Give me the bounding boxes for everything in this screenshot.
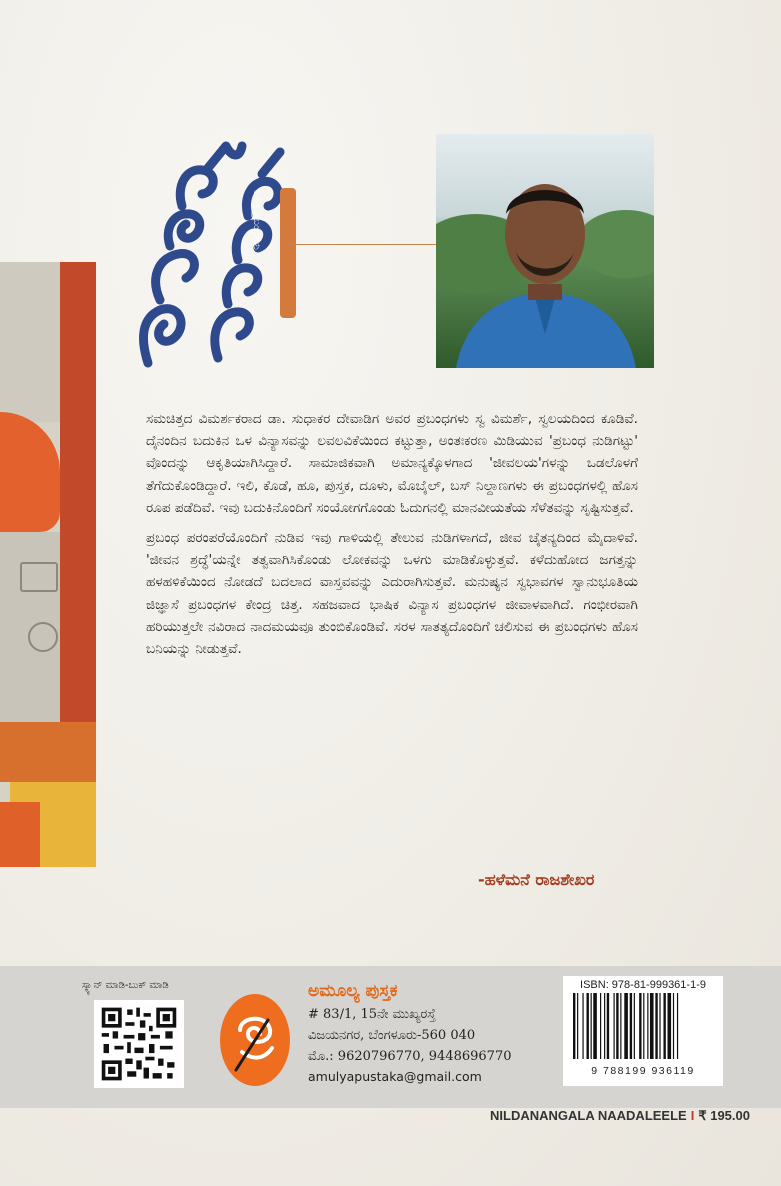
publisher-address-1: # 83/1, 15ನೇ ಮುಖ್ಯರಸ್ತೆ: [308, 1007, 436, 1022]
isbn-digits: 9 788199 936119: [591, 1065, 695, 1077]
publisher-address-2: ವಿಜಯನಗರ, ಬೆಂಗಳೂರು-560 040: [308, 1028, 476, 1043]
author-photo: [436, 134, 654, 368]
barcode-icon: [569, 991, 717, 1061]
flower-sketch-icon: [28, 622, 58, 652]
publisher-phone: ಮೊ.: 9620796770, 9448696770: [308, 1049, 512, 1064]
isbn-barcode: [563, 976, 723, 1086]
blurb-signature: -ಹಳೆಮನೆ ರಾಜಶೇಖರ: [478, 870, 595, 889]
footer-book-title: NILDANANGALA NAADALEELE: [490, 1108, 687, 1123]
back-cover-blurb: [146, 408, 638, 668]
isbn-label: ISBN: 978-81-999361-1-9: [580, 979, 706, 991]
publisher-info: [308, 978, 558, 1087]
publisher-email[interactable]: amulyapustaka@gmail.com: [308, 1069, 482, 1084]
blurb-paragraph: ಸಮಚಿತ್ತದ ವಿಮರ್ಶಕರಾದ ಡಾ. ಸುಧಾಕರ ದೇವಾಡಿಗ ಅವರ ಪ್ರಬಂಧಗಳು ಸ್ವ ವಿಮರ್ಶೆ, ಸ್ವಲಯದಿಂದ ಕೂಡಿವೆ. ದೈನಂದಿನ ಬದುಕಿನ ಒಳ ವಿನ್ಯಾಸವನ್ನು ಲವಲವಿಕೆಯಿಂದ ಕಟ್ಟುತ್ತಾ, ಅಂತಃಕರಣ ಮಿಡಿಯುವ 'ಪ್ರಬಂಧ ನುಡಿಗಟ್ಟು' ವೊಂದನ್ನು ಆಕೃತಿಯಾಗಿಸಿದ್ದಾರೆ. ಸಾಮಾಜಿಕವಾಗಿ ಅಮಾನ್ಯಕ್ಕೊಳಗಾದ 'ಜೀವಲಯ'ಗಳನ್ನು ಒಡಲೊಳಗೆ ತೆಗೆದುಕೊಂಡಿದ್ದಾರೆ. ಇಲಿ, ಕೊಡೆ, ಹೂ, ಪುಸ್ತಕ, ದೂಳು, ಮೊಬೈಲ್, ಬಸ್ ನಿಲ್ದಾಣಗಳು ಈ ಪ್ರಬಂಧಗಳಲ್ಲಿ ಹೊಸ ರೂಪ ಪಡೆದಿವೆ. ಇವು ಬದುಕಿನೊಂದಿಗೆ ಸಂಯೋಗಗೊಂಡು ಓದುಗನಲ್ಲಿ ಮಾನವೀಯತೆಯ ಸೆಳೆತವನ್ನು ಸೃಷ್ಟಿಸುತ್ತವೆ.: [146, 411, 638, 516]
cover-artwork-strip: [0, 262, 96, 867]
qr-code[interactable]: [94, 1000, 184, 1088]
photo-connector-line: [288, 244, 436, 245]
title-lettering-logo: [130, 128, 300, 378]
blurb-paragraph: ಪ್ರಬಂಧ ಪರಂಪರೆಯೊಂದಿಗೆ ನುಡಿವ ಇವು ಗಾಳಿಯಲ್ಲಿ ತೇಲುವ ನುಡಿಗಳಾಗದೆ, ಜೀವ ಚೈತನ್ಯದಿಂದ ಮೈದಾಳಿವೆ. 'ಜೀವನ ಶ್ರದ್ಧೆ'ಯನ್ನೇ ತತ್ವವಾಗಿಸಿಕೊಂಡು ಲೋಕವನ್ನು ಒಳಗು ಮಾಡಿಕೊಳ್ಳುತ್ತವೆ. ಕಳೆದುಹೋದ ಜಗತ್ತನ್ನು ಹಳಹಳಿಕೆಯಿಂದ ನೋಡದೆ ಬದಲಾದ ವಾಸ್ತವವನ್ನು ಎದುರಾಗಿಸುತ್ತವೆ. ಮನುಷ್ಯನ ಸ್ವಭಾವಗಳ ಸ್ವಾನುಭೂತಿಯ ಜಿಜ್ಞಾಸೆ ಪ್ರಬಂಧಗಳ ಕೇಂದ್ರ ಚಿತ್ತ. ಸಹಜವಾದ ಭಾಷಿಕ ವಿನ್ಯಾಸ ಪ್ರಬಂಧಗಳ ಜೀವಾಳವಾಗಿದೆ. ಗಂಭೀರವಾಗಿ ಹರಿಯುತ್ತಲೇ ನವಿರಾದ ನಾದಮಯವೂ ತುಂಬಿಕೊಂಡಿವೆ. ಸರಳ ಸಾತತ್ಯದೊಂದಿಗೆ ಚಲಿಸುವ ಈ ಪ್ರಬಂಧಗಳು ಹೊಸ ಬನಿಯನ್ನು ನೀಡುತ್ತವೆ.: [146, 530, 638, 658]
publisher-logo-icon: [218, 990, 292, 1090]
footer-price: ₹ 195.00: [698, 1108, 750, 1123]
footer-title-price: [420, 1108, 750, 1124]
footer-separator: I: [690, 1108, 695, 1123]
publisher-name: ಅಮೂಲ್ಯ ಪುಸ್ತಕ: [308, 981, 398, 1001]
book-sketch-icon: [20, 562, 58, 592]
qr-label: ಸ್ಕ್ಯಾನ್ ಮಾಡಿ-ಬುಕ್ ಮಾಡಿ: [82, 980, 169, 991]
subtitle-tag: ಲಲಿತ ಪ್ರಬಂಧಗಳು: [251, 190, 262, 250]
